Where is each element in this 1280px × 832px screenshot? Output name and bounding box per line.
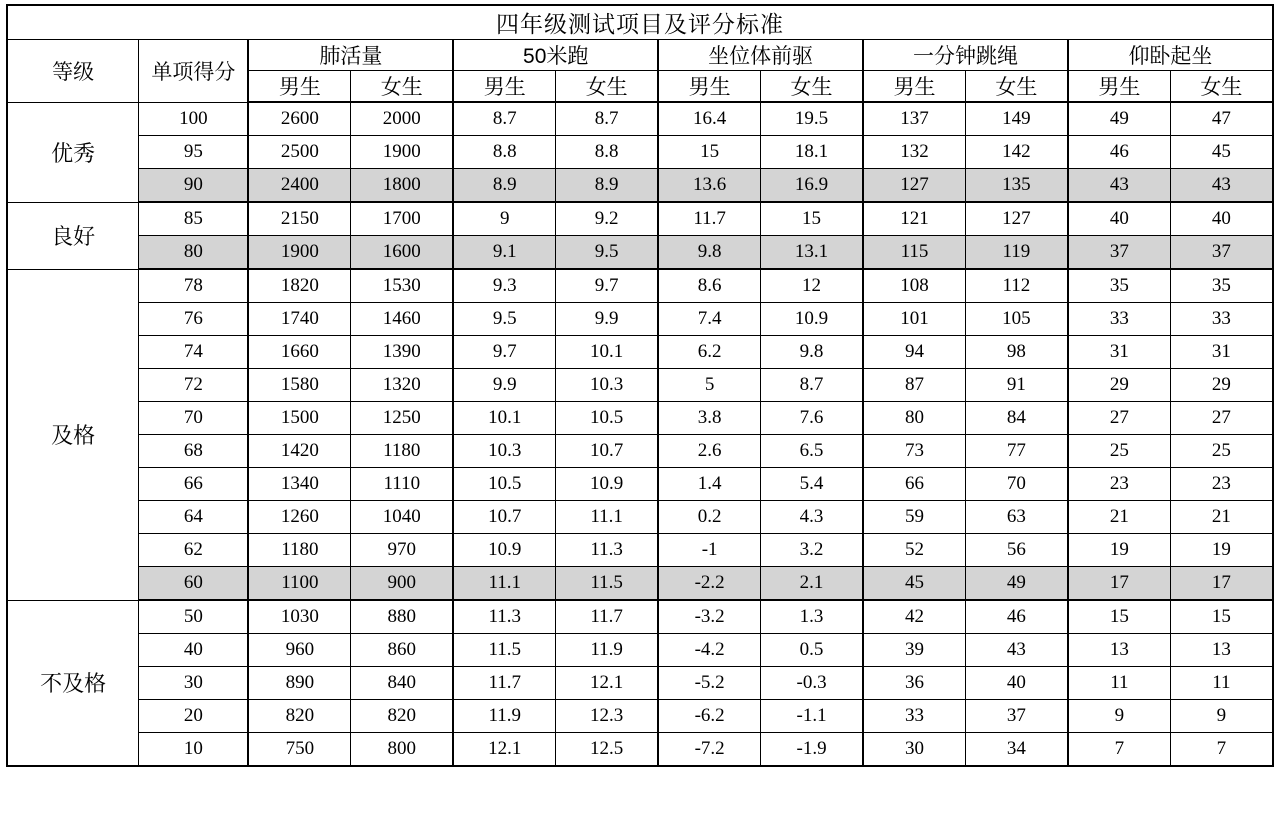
value-cell: 40 (1170, 202, 1273, 236)
scoring-standard-table (6, 4, 1274, 767)
value-cell: 3.2 (761, 534, 863, 567)
value-cell: 18.1 (761, 136, 863, 169)
value-cell: 23 (1068, 468, 1170, 501)
value-cell: 2500 (248, 136, 350, 169)
value-cell: 1900 (351, 136, 453, 169)
points-cell: 72 (139, 369, 249, 402)
value-cell: 33 (1170, 303, 1273, 336)
table-row (7, 336, 1273, 369)
value-cell: 11.3 (453, 600, 555, 634)
value-cell: 46 (1068, 136, 1170, 169)
value-cell: 11.5 (453, 634, 555, 667)
level-cell: 优秀 (7, 102, 139, 202)
subheader-run-boys: 男生 (453, 71, 555, 103)
value-cell: 17 (1170, 567, 1273, 601)
value-cell: 47 (1170, 102, 1273, 136)
table-row (7, 136, 1273, 169)
value-cell: 91 (965, 369, 1067, 402)
value-cell: 9.9 (453, 369, 555, 402)
table-row (7, 667, 1273, 700)
value-cell: 34 (965, 733, 1067, 767)
value-cell: 30 (863, 733, 965, 767)
value-cell: 7.6 (761, 402, 863, 435)
points-cell: 66 (139, 468, 249, 501)
value-cell: 820 (248, 700, 350, 733)
value-cell: 77 (965, 435, 1067, 468)
value-cell: 1500 (248, 402, 350, 435)
value-cell: 13 (1170, 634, 1273, 667)
value-cell: 1180 (248, 534, 350, 567)
value-cell: 9.9 (556, 303, 658, 336)
value-cell: 11 (1170, 667, 1273, 700)
value-cell: 12.3 (556, 700, 658, 733)
header-group-lung-capacity: 肺活量 (248, 40, 453, 71)
value-cell: 15 (658, 136, 760, 169)
value-cell: 132 (863, 136, 965, 169)
subheader-reach-girls: 女生 (761, 71, 863, 103)
value-cell: 2150 (248, 202, 350, 236)
level-cell: 良好 (7, 202, 139, 269)
value-cell: 1800 (351, 169, 453, 203)
value-cell: 25 (1170, 435, 1273, 468)
value-cell: 112 (965, 269, 1067, 303)
value-cell: 33 (863, 700, 965, 733)
value-cell: 8.9 (556, 169, 658, 203)
value-cell: 750 (248, 733, 350, 767)
table-row (7, 700, 1273, 733)
subheader-rope-girls: 女生 (965, 71, 1067, 103)
value-cell: 0.5 (761, 634, 863, 667)
value-cell: 2400 (248, 169, 350, 203)
value-cell: 1820 (248, 269, 350, 303)
value-cell: 13 (1068, 634, 1170, 667)
subheader-situp-girls: 女生 (1170, 71, 1273, 103)
value-cell: 960 (248, 634, 350, 667)
points-cell: 90 (139, 169, 249, 203)
value-cell: 880 (351, 600, 453, 634)
value-cell: 0.2 (658, 501, 760, 534)
value-cell: 108 (863, 269, 965, 303)
table-row (7, 102, 1273, 136)
value-cell: 9.5 (556, 236, 658, 270)
value-cell: 1030 (248, 600, 350, 634)
table-row (7, 369, 1273, 402)
value-cell: 13.1 (761, 236, 863, 270)
value-cell: 11.1 (453, 567, 555, 601)
value-cell: 21 (1068, 501, 1170, 534)
value-cell: -1.9 (761, 733, 863, 767)
value-cell: 10.1 (453, 402, 555, 435)
value-cell: 37 (1170, 236, 1273, 270)
value-cell: 73 (863, 435, 965, 468)
points-cell: 68 (139, 435, 249, 468)
points-cell: 78 (139, 269, 249, 303)
table-row (7, 202, 1273, 236)
value-cell: 2600 (248, 102, 350, 136)
value-cell: 10.9 (453, 534, 555, 567)
value-cell: -1 (658, 534, 760, 567)
value-cell: 105 (965, 303, 1067, 336)
value-cell: 1250 (351, 402, 453, 435)
value-cell: 1580 (248, 369, 350, 402)
table-row (7, 236, 1273, 270)
value-cell: 142 (965, 136, 1067, 169)
table-row (7, 269, 1273, 303)
value-cell: 6.5 (761, 435, 863, 468)
value-cell: 10.3 (556, 369, 658, 402)
value-cell: 37 (965, 700, 1067, 733)
table-row (7, 501, 1273, 534)
value-cell: 35 (1068, 269, 1170, 303)
value-cell: 4.3 (761, 501, 863, 534)
value-cell: 970 (351, 534, 453, 567)
table-body (7, 102, 1273, 766)
value-cell: 36 (863, 667, 965, 700)
value-cell: 9.5 (453, 303, 555, 336)
value-cell: 9.8 (658, 236, 760, 270)
points-cell: 40 (139, 634, 249, 667)
subheader-run-girls: 女生 (556, 71, 658, 103)
header-group-rope-skipping: 一分钟跳绳 (863, 40, 1068, 71)
subheader-lung-boys: 男生 (248, 71, 350, 103)
value-cell: 70 (965, 468, 1067, 501)
value-cell: 31 (1170, 336, 1273, 369)
value-cell: 149 (965, 102, 1067, 136)
value-cell: 1600 (351, 236, 453, 270)
value-cell: 11.9 (453, 700, 555, 733)
value-cell: 94 (863, 336, 965, 369)
value-cell: 6.2 (658, 336, 760, 369)
points-cell: 10 (139, 733, 249, 767)
value-cell: 9.2 (556, 202, 658, 236)
table-row (7, 169, 1273, 203)
value-cell: 2.1 (761, 567, 863, 601)
value-cell: 137 (863, 102, 965, 136)
header-points: 单项得分 (139, 40, 249, 103)
value-cell: 17 (1068, 567, 1170, 601)
value-cell: 35 (1170, 269, 1273, 303)
subheader-lung-girls: 女生 (351, 71, 453, 103)
value-cell: 10.9 (556, 468, 658, 501)
value-cell: 45 (1170, 136, 1273, 169)
value-cell: 19 (1068, 534, 1170, 567)
value-cell: 15 (761, 202, 863, 236)
value-cell: 1900 (248, 236, 350, 270)
subheader-rope-boys: 男生 (863, 71, 965, 103)
value-cell: 19.5 (761, 102, 863, 136)
value-cell: 16.4 (658, 102, 760, 136)
value-cell: -6.2 (658, 700, 760, 733)
value-cell: -3.2 (658, 600, 760, 634)
value-cell: 31 (1068, 336, 1170, 369)
value-cell: 29 (1170, 369, 1273, 402)
value-cell: 15 (1170, 600, 1273, 634)
value-cell: 12.1 (556, 667, 658, 700)
table-row (7, 567, 1273, 601)
value-cell: 98 (965, 336, 1067, 369)
value-cell: 900 (351, 567, 453, 601)
value-cell: 1040 (351, 501, 453, 534)
value-cell: 11 (1068, 667, 1170, 700)
page-title: 四年级测试项目及评分标准 (7, 5, 1273, 40)
value-cell: 7 (1170, 733, 1273, 767)
table-row (7, 733, 1273, 767)
value-cell: 8.8 (453, 136, 555, 169)
value-cell: 8.7 (556, 102, 658, 136)
value-cell: 10.3 (453, 435, 555, 468)
value-cell: 11.7 (453, 667, 555, 700)
value-cell: 11.1 (556, 501, 658, 534)
value-cell: 84 (965, 402, 1067, 435)
points-cell: 30 (139, 667, 249, 700)
value-cell: 8.9 (453, 169, 555, 203)
value-cell: 9.7 (556, 269, 658, 303)
value-cell: 2000 (351, 102, 453, 136)
value-cell: 25 (1068, 435, 1170, 468)
value-cell: -5.2 (658, 667, 760, 700)
value-cell: 42 (863, 600, 965, 634)
points-cell: 80 (139, 236, 249, 270)
points-cell: 74 (139, 336, 249, 369)
value-cell: 49 (1068, 102, 1170, 136)
table-row (7, 435, 1273, 468)
value-cell: 9.7 (453, 336, 555, 369)
value-cell: 2.6 (658, 435, 760, 468)
value-cell: 127 (965, 202, 1067, 236)
value-cell: 39 (863, 634, 965, 667)
value-cell: 56 (965, 534, 1067, 567)
value-cell: -4.2 (658, 634, 760, 667)
value-cell: 87 (863, 369, 965, 402)
value-cell: 12.5 (556, 733, 658, 767)
value-cell: 1420 (248, 435, 350, 468)
value-cell: 3.8 (658, 402, 760, 435)
value-cell: -2.2 (658, 567, 760, 601)
value-cell: 820 (351, 700, 453, 733)
value-cell: 1660 (248, 336, 350, 369)
value-cell: 7 (1068, 733, 1170, 767)
value-cell: 15 (1068, 600, 1170, 634)
value-cell: 23 (1170, 468, 1273, 501)
points-cell: 64 (139, 501, 249, 534)
level-cell: 及格 (7, 269, 139, 600)
value-cell: 5.4 (761, 468, 863, 501)
value-cell: -1.1 (761, 700, 863, 733)
value-cell: 5 (658, 369, 760, 402)
table-row (7, 634, 1273, 667)
value-cell: 135 (965, 169, 1067, 203)
value-cell: 1340 (248, 468, 350, 501)
value-cell: 1260 (248, 501, 350, 534)
value-cell: 1100 (248, 567, 350, 601)
value-cell: 19 (1170, 534, 1273, 567)
value-cell: 45 (863, 567, 965, 601)
value-cell: 10.5 (556, 402, 658, 435)
value-cell: 21 (1170, 501, 1273, 534)
value-cell: -0.3 (761, 667, 863, 700)
table-row (7, 303, 1273, 336)
value-cell: -7.2 (658, 733, 760, 767)
value-cell: 11.3 (556, 534, 658, 567)
value-cell: 7.4 (658, 303, 760, 336)
value-cell: 29 (1068, 369, 1170, 402)
title-row (7, 5, 1273, 40)
value-cell: 13.6 (658, 169, 760, 203)
value-cell: 1390 (351, 336, 453, 369)
points-cell: 95 (139, 136, 249, 169)
level-cell: 不及格 (7, 600, 139, 766)
table-header (7, 5, 1273, 102)
value-cell: 1.4 (658, 468, 760, 501)
subheader-situp-boys: 男生 (1068, 71, 1170, 103)
value-cell: 10.7 (453, 501, 555, 534)
table-row (7, 468, 1273, 501)
value-cell: 1180 (351, 435, 453, 468)
value-cell: 1320 (351, 369, 453, 402)
value-cell: 66 (863, 468, 965, 501)
value-cell: 59 (863, 501, 965, 534)
value-cell: 33 (1068, 303, 1170, 336)
points-cell: 50 (139, 600, 249, 634)
value-cell: 1700 (351, 202, 453, 236)
value-cell: 12 (761, 269, 863, 303)
value-cell: 9.3 (453, 269, 555, 303)
value-cell: 121 (863, 202, 965, 236)
value-cell: 49 (965, 567, 1067, 601)
value-cell: 1460 (351, 303, 453, 336)
value-cell: 80 (863, 402, 965, 435)
value-cell: 1.3 (761, 600, 863, 634)
value-cell: 840 (351, 667, 453, 700)
points-cell: 60 (139, 567, 249, 601)
value-cell: 8.8 (556, 136, 658, 169)
value-cell: 27 (1170, 402, 1273, 435)
value-cell: 890 (248, 667, 350, 700)
table-row (7, 600, 1273, 634)
table-row (7, 402, 1273, 435)
value-cell: 1110 (351, 468, 453, 501)
subheader-reach-boys: 男生 (658, 71, 760, 103)
points-cell: 100 (139, 102, 249, 136)
points-cell: 85 (139, 202, 249, 236)
header-group-sit-ups: 仰卧起坐 (1068, 40, 1273, 71)
value-cell: 800 (351, 733, 453, 767)
value-cell: 101 (863, 303, 965, 336)
value-cell: 8.7 (761, 369, 863, 402)
points-cell: 62 (139, 534, 249, 567)
value-cell: 12.1 (453, 733, 555, 767)
value-cell: 16.9 (761, 169, 863, 203)
points-cell: 76 (139, 303, 249, 336)
points-cell: 70 (139, 402, 249, 435)
group-header-row (7, 40, 1273, 71)
value-cell: 10.9 (761, 303, 863, 336)
value-cell: 860 (351, 634, 453, 667)
value-cell: 46 (965, 600, 1067, 634)
value-cell: 8.7 (453, 102, 555, 136)
value-cell: 37 (1068, 236, 1170, 270)
value-cell: 52 (863, 534, 965, 567)
value-cell: 9 (453, 202, 555, 236)
value-cell: 11.7 (658, 202, 760, 236)
value-cell: 1530 (351, 269, 453, 303)
value-cell: 9 (1068, 700, 1170, 733)
value-cell: 1740 (248, 303, 350, 336)
value-cell: 40 (965, 667, 1067, 700)
value-cell: 27 (1068, 402, 1170, 435)
value-cell: 43 (1068, 169, 1170, 203)
value-cell: 8.6 (658, 269, 760, 303)
value-cell: 10.1 (556, 336, 658, 369)
value-cell: 127 (863, 169, 965, 203)
points-cell: 20 (139, 700, 249, 733)
value-cell: 10.5 (453, 468, 555, 501)
header-level: 等级 (7, 40, 139, 103)
header-group-50m-run: 50米跑 (453, 40, 658, 71)
value-cell: 40 (1068, 202, 1170, 236)
value-cell: 9.8 (761, 336, 863, 369)
value-cell: 9.1 (453, 236, 555, 270)
value-cell: 43 (1170, 169, 1273, 203)
value-cell: 10.7 (556, 435, 658, 468)
value-cell: 11.9 (556, 634, 658, 667)
value-cell: 11.5 (556, 567, 658, 601)
table-row (7, 534, 1273, 567)
header-group-sit-and-reach: 坐位体前驱 (658, 40, 863, 71)
value-cell: 63 (965, 501, 1067, 534)
value-cell: 11.7 (556, 600, 658, 634)
value-cell: 115 (863, 236, 965, 270)
value-cell: 119 (965, 236, 1067, 270)
value-cell: 43 (965, 634, 1067, 667)
value-cell: 9 (1170, 700, 1273, 733)
